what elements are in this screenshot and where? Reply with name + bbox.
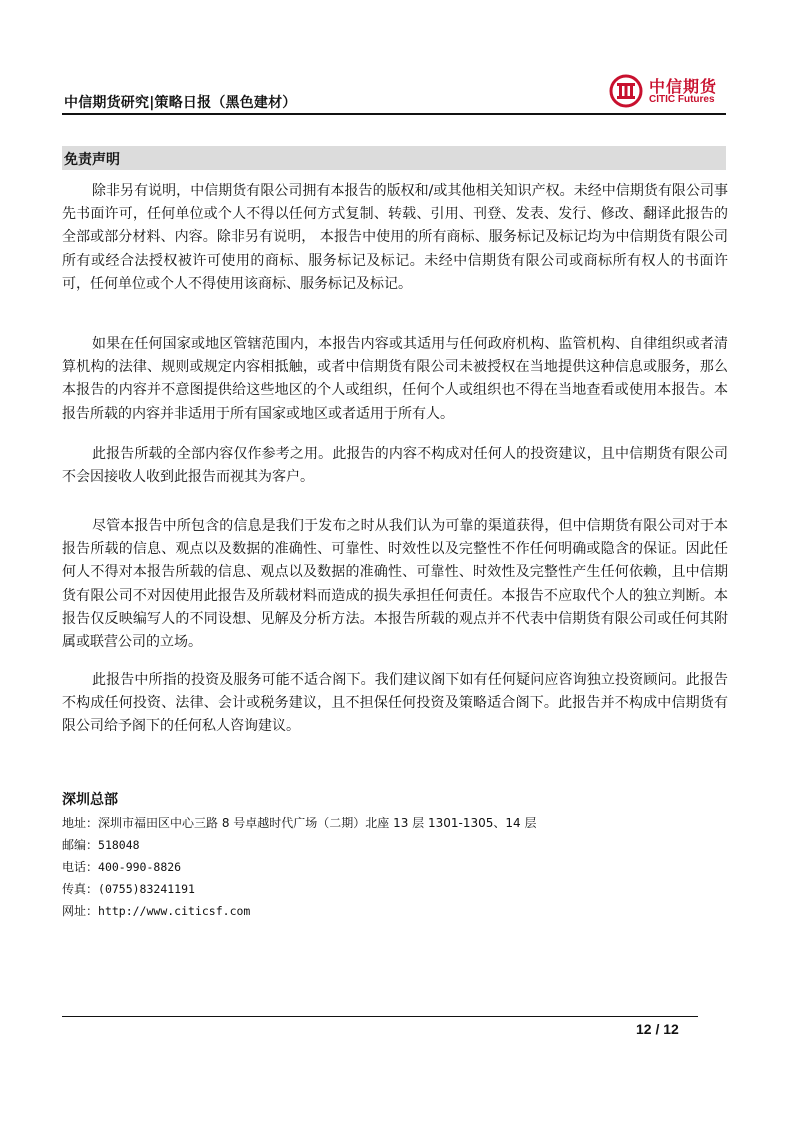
headquarters-title: 深圳总部 (62, 792, 118, 808)
citic-logo (609, 74, 734, 108)
report-title: 中信期货研究|策略日报（黑色建材） (64, 95, 297, 111)
address-label: 地址： (62, 816, 99, 830)
website-link[interactable]: http://www.citicsf.com (98, 904, 251, 918)
disclaimer-heading-bar (62, 146, 726, 170)
footer-divider (62, 1016, 698, 1017)
postcode-value: 518048 (98, 838, 140, 852)
hq-website (62, 903, 250, 919)
hq-postcode (62, 837, 140, 853)
address-value: 深圳市福田区中心三路 8 号卓越时代广场（二期）北座 13 层 1301-1305、14 层 (98, 816, 537, 830)
phone-label: 电话： (62, 860, 99, 874)
hq-phone (62, 859, 181, 875)
logo-text-cn: 中信期货 (649, 77, 718, 96)
header-divider (62, 113, 726, 115)
postcode-label: 邮编： (62, 838, 99, 852)
fax-label: 传真： (62, 882, 99, 896)
disclaimer-paragraph-1: 除非另有说明，中信期货有限公司拥有本报告的版权和/或其他相关知识产权。未经中信期货有限公司事先书面许可，任何单位或个人不得以任何方式复制、转载、引用、刊登、发表、发行、修改、翻译此报告的全部或部分材料、内容。除非另有说明， 本报告中使用的所有商标、服务标记及标记均为中信期货有限公司所有或经合法授权被许可使用的商标、服务标记及标记。未经中信期货有限公司或商标所有权人的书面许可，任何单位或个人不得使用该商标、服务标记及标记。 (62, 183, 728, 292)
hq-fax (62, 881, 195, 897)
page-number: 12 / 12 (636, 1021, 679, 1037)
disclaimer-heading: 免责声明 (64, 152, 120, 168)
disclaimer-paragraph-5: 此报告中所指的投资及服务可能不适合阁下。我们建议阁下如有任何疑问应咨询独立投资顾问。此报告不构成任何投资、法律、会计或税务建议，且不担保任何投资及策略适合阁下。此报告并不构成中信期货有限公司给予阁下的任何私人咨询建议。 (62, 672, 728, 735)
hq-address (62, 815, 537, 831)
website-label: 网址： (62, 904, 99, 918)
fax-value: (0755)83241191 (98, 882, 195, 896)
logo-text-en: CITIC Futures (649, 94, 715, 105)
disclaimer-paragraph-2: 如果在任何国家或地区管辖范围内，本报告内容或其适用与任何政府机构、监管机构、自律组织或者清算机构的法律、规则或规定内容相抵触，或者中信期货有限公司未被授权在当地提供这种信息或服务，那么本报告的内容并不意图提供给这些地区的个人或组织，任何个人或组织也不得在当地查看或使用本报告。本报告所载的内容并非适用于所有国家或地区或者适用于所有人。 (62, 336, 728, 422)
disclaimer-paragraph-3: 此报告所载的全部内容仅作参考之用。此报告的内容不构成对任何人的投资建议，且中信期货有限公司不会因接收人收到此报告而视其为客户。 (62, 446, 728, 486)
disclaimer-paragraph-4: 尽管本报告中所包含的信息是我们于发布之时从我们认为可靠的渠道获得，但中信期货有限公司对于本报告所载的信息、观点以及数据的准确性、可靠性、时效性以及完整性不作任何明确或隐含的保证。因此任何人不得对本报告所载的信息、观点以及数据的准确性、可靠性、时效性及完整性产生任何依赖，且中信期货有限公司不对因使用此报告及所载材料而造成的损失承担任何责任。本报告不应取代个人的独立判断。本报告仅反映编写人的不同设想、见解及分析方法。本报告所载的观点并不代表中信期货有限公司或任何其附属或联营公司的立场。 (62, 518, 728, 651)
phone-value: 400-990-8826 (98, 860, 182, 874)
citic-logo-icon (609, 74, 643, 108)
